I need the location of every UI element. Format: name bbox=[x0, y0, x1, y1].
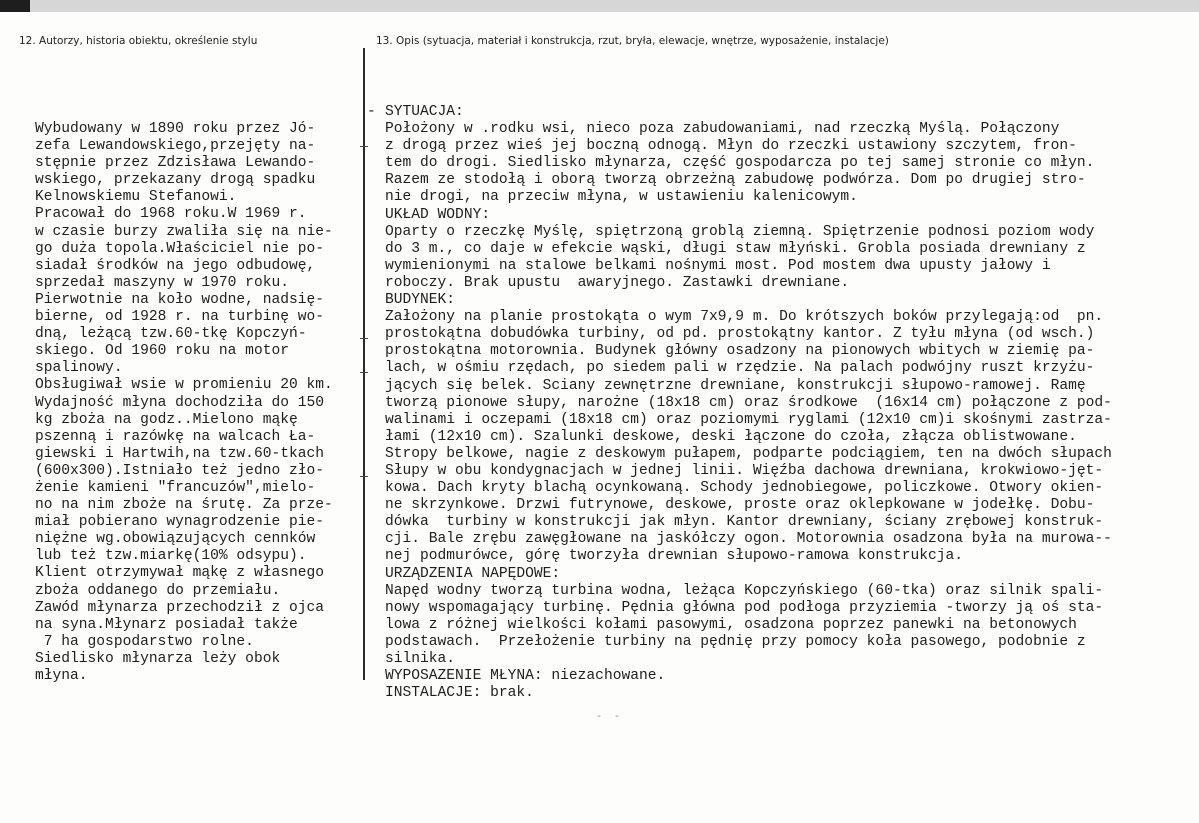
description-line: lowa z różnej wielkości kołami pasowymi, osadzona poprzez panewki na betonowych bbox=[385, 616, 1077, 633]
description-line: BUDYNEK: bbox=[385, 292, 456, 309]
description-line: podstawach. Przełożenie turbiny na pędnię przy pomocy koła pasowego, podobnie z bbox=[385, 633, 1086, 650]
description-line: silnika. bbox=[385, 651, 456, 667]
history-line: no na nim zboże na śrutę. Za prze- bbox=[35, 497, 333, 514]
divider-tick bbox=[360, 372, 368, 373]
description-line: Oparty o rzeczkę Myślę, spiętrzoną groblą ziemną. Spiętrzenie podnosi poziom wody bbox=[385, 223, 1095, 240]
history-line: spalinowy. bbox=[35, 360, 123, 377]
history-line: Siedlisko młynarza leży obok bbox=[35, 650, 281, 667]
description-line: Stropy belkowe, nagie z deskowym pułapem, podparte podciągiem, ten na dwóch słupach bbox=[385, 445, 1112, 462]
description-line: prostokątna motorownia. Budynek główny osadzony na pionowych wbitych w ziemię pa- bbox=[385, 343, 1095, 360]
description-line: roboczy. Brak upustu awaryjnego. Zastawki drewniane. bbox=[385, 274, 850, 291]
description-line: prostokątna dobudówka turbiny, od pd. prostokątny kantor. Z tyłu młyna (od wsch.) bbox=[385, 326, 1095, 343]
description-line: Napęd wodny tworzą turbina wodna, leżąca Kopczyńskiego (60-tka) oraz silnik spali- bbox=[385, 582, 1104, 599]
description-line: tem do drogi. Siedlisko młynarza, część gospodarcza po tej samej stronie co młyn. bbox=[385, 155, 1095, 172]
description-line: kowa. Dach kryty blachą ocynkowaną. Schody jednobiegowe, policzkowe. Otwory okien- bbox=[385, 480, 1104, 497]
history-line: Obsługiwał wsie w promieniu 20 km. bbox=[35, 377, 333, 394]
history-line: Wybudowany w 1890 roku przez Jó- bbox=[35, 121, 316, 137]
description-line: SYTUACJA: bbox=[385, 104, 464, 120]
history-line: stępnie przez Zdzisława Lewando- bbox=[35, 155, 316, 172]
scan-edge bbox=[0, 0, 30, 12]
description-text bbox=[385, 104, 1193, 702]
history-line: dną, leżącą tzw.60-tkę Kopczyń- bbox=[35, 326, 307, 343]
history-line: miał pobierano wynagrodzenie pie- bbox=[35, 514, 325, 531]
faint-mark: - - bbox=[596, 712, 624, 723]
history-line: Klient otrzymywał mąkę z własnego bbox=[35, 565, 325, 582]
description-line: WYPOSAZENIE MŁYNA: niezachowane. bbox=[385, 668, 666, 685]
history-line: na syna.Młynarz posiadał także bbox=[35, 616, 298, 633]
history-line: Kelnowskiemu Stefanowi. bbox=[35, 189, 237, 206]
history-line: giewski i Hartwih,na tzw.60-tkach bbox=[35, 445, 325, 462]
description-line: Założony na planie prostokąta o wym 7x9,9 m. Do krótszych boków przylegają:od pn. bbox=[385, 309, 1104, 326]
history-line: go duża topola.Właściciel nie po- bbox=[35, 240, 325, 257]
description-line: ne skrzynkowe. Drzwi futrynowe, deskowe, proste oraz oklepkowane w jodełkę. Dobu- bbox=[385, 497, 1095, 514]
history-line: sprzedał maszyny w 1970 roku. bbox=[35, 274, 289, 291]
description-line: nej podmurówce, górę tworzyła drewnian słupowo-ramowa konstrukcja. bbox=[385, 548, 964, 565]
history-line: bierne, od 1928 r. na turbinę wo- bbox=[35, 309, 325, 326]
description-line: do 3 m., co daje w efekcie wąski, długi staw młyński. Grobla posiada drewniany z bbox=[385, 240, 1086, 257]
history-line: Pracował do 1968 roku.W 1969 r. bbox=[35, 206, 307, 223]
history-line: (600x300).Istniało też jedno zło- bbox=[35, 462, 325, 479]
history-line: Wydajność młyna dochodziła do 150 bbox=[35, 394, 325, 411]
history-line: żenie kamieni "francuzów",mielo- bbox=[35, 479, 316, 496]
description-line: z drogą przez wieś jej boczną odnogą. Młyn do rzeczki ustawiony szczytem, fron- bbox=[385, 138, 1077, 155]
history-line: skiego. Od 1960 roku na motor bbox=[35, 343, 289, 360]
section-13-header: 13. Opis (sytuacja, materiał i konstrukcja, rzut, bryła, elewacje, wnętrze, wyposażenie, instalacje) bbox=[376, 35, 889, 47]
divider-tick bbox=[360, 338, 368, 339]
description-line: UKŁAD WODNY: bbox=[385, 206, 491, 223]
history-line: pszenną i razówkę na walcach Ła- bbox=[35, 428, 316, 445]
description-line: tworzą pionowe słupy, narożne (18x18 cm) oraz środkowe (16x14 cm) połączone z pod- bbox=[385, 394, 1112, 411]
description-line: wymienionymi na stalowe belkami nośnymi most. Pod mostem dwa upusty jałowy i bbox=[385, 257, 1051, 274]
description-line: INSTALACJE: brak. bbox=[385, 685, 534, 702]
description-line: cji. Bale zrębu zawęgłowane na jaskółczy ogon. Motorownia osadzona była na murowa-- bbox=[385, 531, 1112, 548]
description-line: nie drogi, na przeciw młyna, w ustawieniu kalenicowym. bbox=[385, 189, 858, 206]
history-line: kg zboża na godz..Mielono mąkę bbox=[35, 411, 298, 428]
description-line: Słupy w obu kondygnacjach w jednej linii. Więźba dachowa drewniana, krokwiowo-jęt- bbox=[385, 462, 1104, 479]
description-line: nowy wspomagający turbinę. Pędnia główna pod podłoga przyziemia -tworzy ją oś sta- bbox=[385, 599, 1104, 616]
history-line: w czasie burzy zwaliła się na nie- bbox=[35, 223, 333, 240]
history-line: Zawód młynarza przechodził z ojca bbox=[35, 599, 325, 616]
history-line: młyna. bbox=[35, 668, 88, 684]
column-divider bbox=[363, 48, 365, 680]
section-12-header: 12. Autorzy, historia obiektu, określenie stylu bbox=[19, 35, 258, 47]
description-line: jących się belek. Sciany zewnętrzne drewniane, konstrukcji słupowo-ramowej. Ramę bbox=[385, 377, 1086, 394]
divider-tick bbox=[360, 146, 368, 147]
history-line: 7 ha gospodarstwo rolne. bbox=[35, 633, 254, 650]
history-line: wskiego, przekazany drogą spadku bbox=[35, 172, 316, 189]
description-line: walinami i oczepami (18x18 cm) oraz poziomymi ryglami (12x10 cm)i skośnymi zastrza- bbox=[385, 411, 1112, 428]
description-line: Razem ze stodołą i oborą tworzą obrzeżną zabudowę podwórza. Dom po drugiej stro- bbox=[385, 172, 1086, 189]
margin-dash: - bbox=[367, 104, 376, 120]
history-line: Pierwotnie na koło wodne, nadsię- bbox=[35, 291, 325, 308]
description-line: lach, w ośmiu rzędach, po siedem pali w rzędzie. Na palach podwójny ruszt krzyżu- bbox=[385, 360, 1095, 377]
history-line: siadał środków na jego odbudowę, bbox=[35, 257, 316, 274]
history-line: niężne wg.obowiązujących cennków bbox=[35, 531, 316, 548]
history-text bbox=[35, 121, 361, 685]
description-line: dówka turbiny w konstrukcji jak młyn. Kantor drewniany, ściany zrębowej konstruk- bbox=[385, 514, 1104, 531]
divider-tick bbox=[360, 476, 368, 477]
history-line: zboża oddanego do przemiału. bbox=[35, 582, 281, 599]
description-line: łami (12x10 cm). Szalunki deskowe, deski łączone do czoła, złącza oblistwowane. bbox=[385, 428, 1077, 445]
history-line: zefa Lewandowskiego,przejęty na- bbox=[35, 138, 316, 155]
description-line: URZĄDZENIA NAPĘDOWE: bbox=[385, 565, 561, 582]
description-line: Położony w .rodku wsi, nieco poza zabudowaniami, nad rzeczką Myślą. Połączony bbox=[385, 121, 1060, 138]
history-line: lub też tzw.miarkę(10% odsypu). bbox=[35, 548, 307, 565]
